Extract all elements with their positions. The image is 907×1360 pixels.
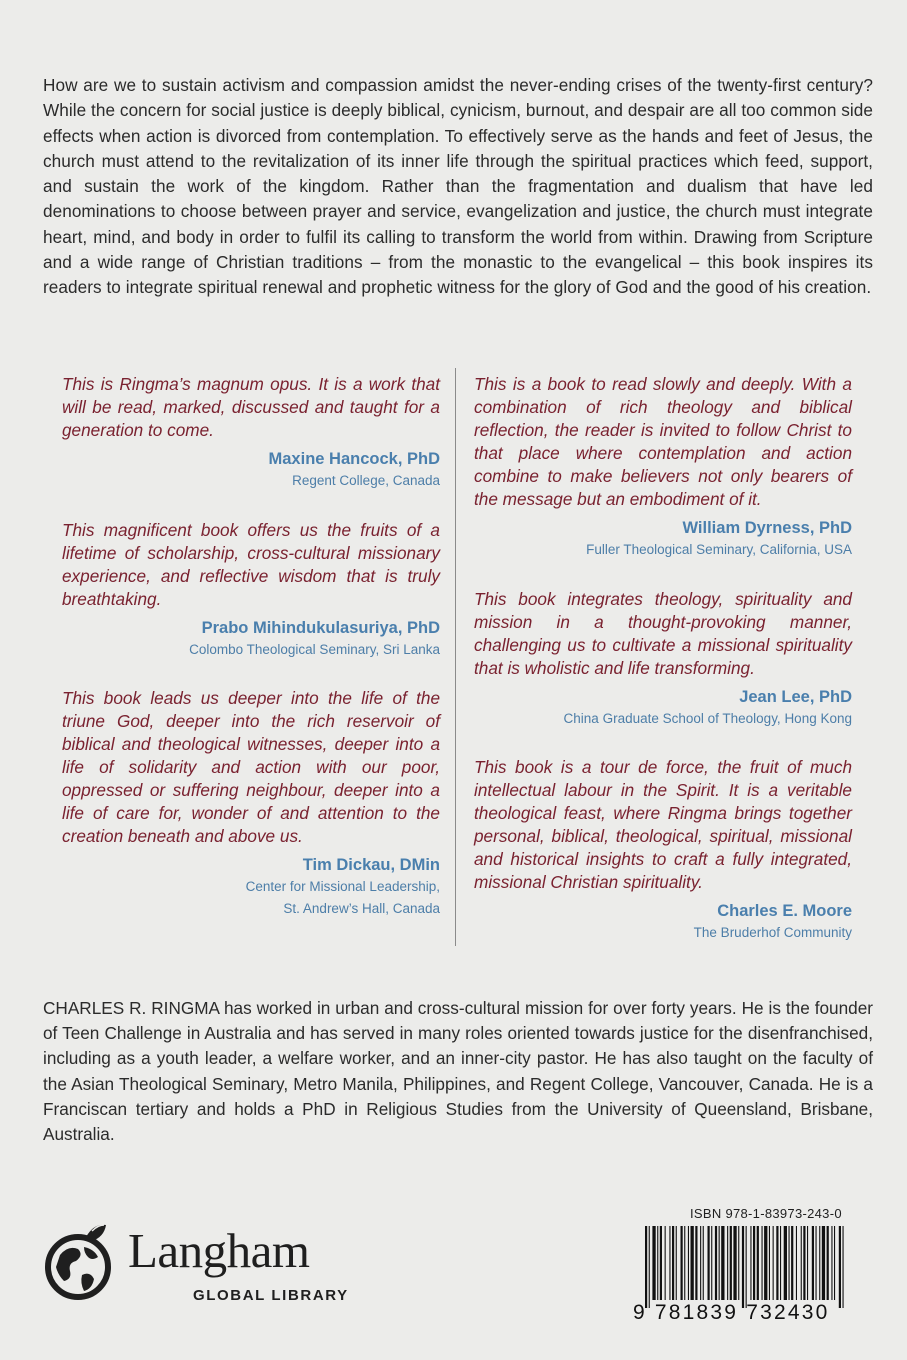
publisher-logo: [42, 1213, 352, 1313]
endorsement: [474, 756, 852, 944]
publisher-subtitle: GLOBAL LIBRARY: [193, 1287, 349, 1304]
endorser-name: Prabo Mihindukulasuriya, PhD: [201, 619, 440, 637]
endorsement-quote: This is Ringma’s magnum opus. It is a work that will be read, marked, discussed and taught for a generation to come.: [62, 374, 440, 440]
endorser-affiliation: Regent College, Canada: [292, 473, 440, 488]
endorser-affiliation: Center for Missional Leadership,: [245, 879, 440, 894]
endorser-name: Jean Lee, PhD: [739, 688, 852, 706]
endorsement-quote: This book leads us deeper into the life of the triune God, deeper into the rich reservoir of biblical and theological witnesses, deeper into a life of solidarity and action with our poor, oppressed or suffering neighbour, deeper into a life of care for, wonder of and attention to the creation beneath and above us.: [62, 688, 440, 846]
column-divider: [455, 368, 456, 946]
endorser-affiliation: China Graduate School of Theology, Hong Kong: [563, 711, 852, 726]
barcode-icon: [633, 1226, 853, 1308]
endorser-name: Charles E. Moore: [717, 902, 852, 920]
endorsement: [474, 588, 852, 730]
endorsement: [62, 373, 440, 492]
isbn-barcode: [633, 1201, 853, 1341]
back-cover-blurb: How are we to sustain activism and compassion amidst the never-ending crises of the twenty-first century? While the concern for social justice is deeply biblical, cynicism, burnout, and despair are all too common side effects when action is divorced from contemplation. To effectively serve as the hands and feet of Jesus, the church must attend to the revitalization of its inner life through the spiritual practices which feed, support, and sustain the work of the kingdom. Rather than the fragmentation and dualism that have led denominations to choose between prayer and service, evangelization and justice, the church must integrate heart, mind, and body in order to fulfil its calling to transform the world from within. Drawing from Scripture and a wide range of Christian traditions – from the monastic to the evangelical – this book inspires its readers to integrate spiritual renewal and prophetic witness for the glory of God and the good of his creation.: [43, 75, 873, 298]
globe-icon: [42, 1217, 118, 1311]
endorser-name: Tim Dickau, DMin: [302, 856, 440, 874]
endorser-affiliation: Fuller Theological Seminary, California, USA: [586, 542, 852, 557]
endorsements-right-column: [474, 373, 852, 944]
endorsements-left-column: [62, 373, 440, 920]
endorser-affiliation: The Bruderhof Community: [693, 925, 852, 940]
endorsement: [62, 687, 440, 920]
endorsement-quote: This is a book to read slowly and deeply. With a combination of rich theology and biblical reflection, the reader is invited to follow Christ to that place where contemplation and action combine to make believers not only bearers of the message but an embodiment of it.: [474, 374, 852, 509]
publisher-name: Langham: [128, 1223, 310, 1278]
endorsement: [474, 373, 852, 561]
isbn-label: ISBN 978-1-83973-243-0: [690, 1206, 842, 1221]
endorser-name: William Dyrness, PhD: [682, 519, 852, 537]
endorser-affiliation: Colombo Theological Seminary, Sri Lanka: [189, 642, 440, 657]
endorsement: [62, 519, 440, 661]
endorser-affiliation: St. Andrew’s Hall, Canada: [283, 901, 440, 916]
isbn-digits: 9 781839 732430: [633, 1301, 830, 1324]
endorsement-quote: This book integrates theology, spirituality and mission in a thought-provoking manner, challenging us to cultivate a missional spirituality that is wholistic and life transforming.: [474, 589, 852, 678]
author-bio: CHARLES R. RINGMA has worked in urban and cross-cultural mission for over forty years. He is the founder of Teen Challenge in Australia and has served in many roles oriented towards justice for the disenfranchised, including as a youth leader, a welfare worker, and an inner-city pastor. He has also taught on the faculty of the Asian Theological Seminary, Metro Manila, Philippines, and Regent College, Vancouver, Canada. He is a Franciscan tertiary and holds a PhD in Religious Studies from the University of Queensland, Brisbane, Australia.: [43, 998, 873, 1145]
endorser-name: Maxine Hancock, PhD: [268, 450, 440, 468]
endorsement-quote: This book is a tour de force, the fruit of much intellectual labour in the Spirit. It is a veritable theological feast, where Ringma brings together personal, biblical, theological, spiritual, missional and historical insights to craft a fully integrated, missional Christian spirituality.: [474, 757, 852, 892]
endorsement-quote: This magnificent book offers us the fruits of a lifetime of scholarship, cross-cultural missionary experience, and reflective wisdom that is truly breathtaking.: [62, 520, 440, 609]
